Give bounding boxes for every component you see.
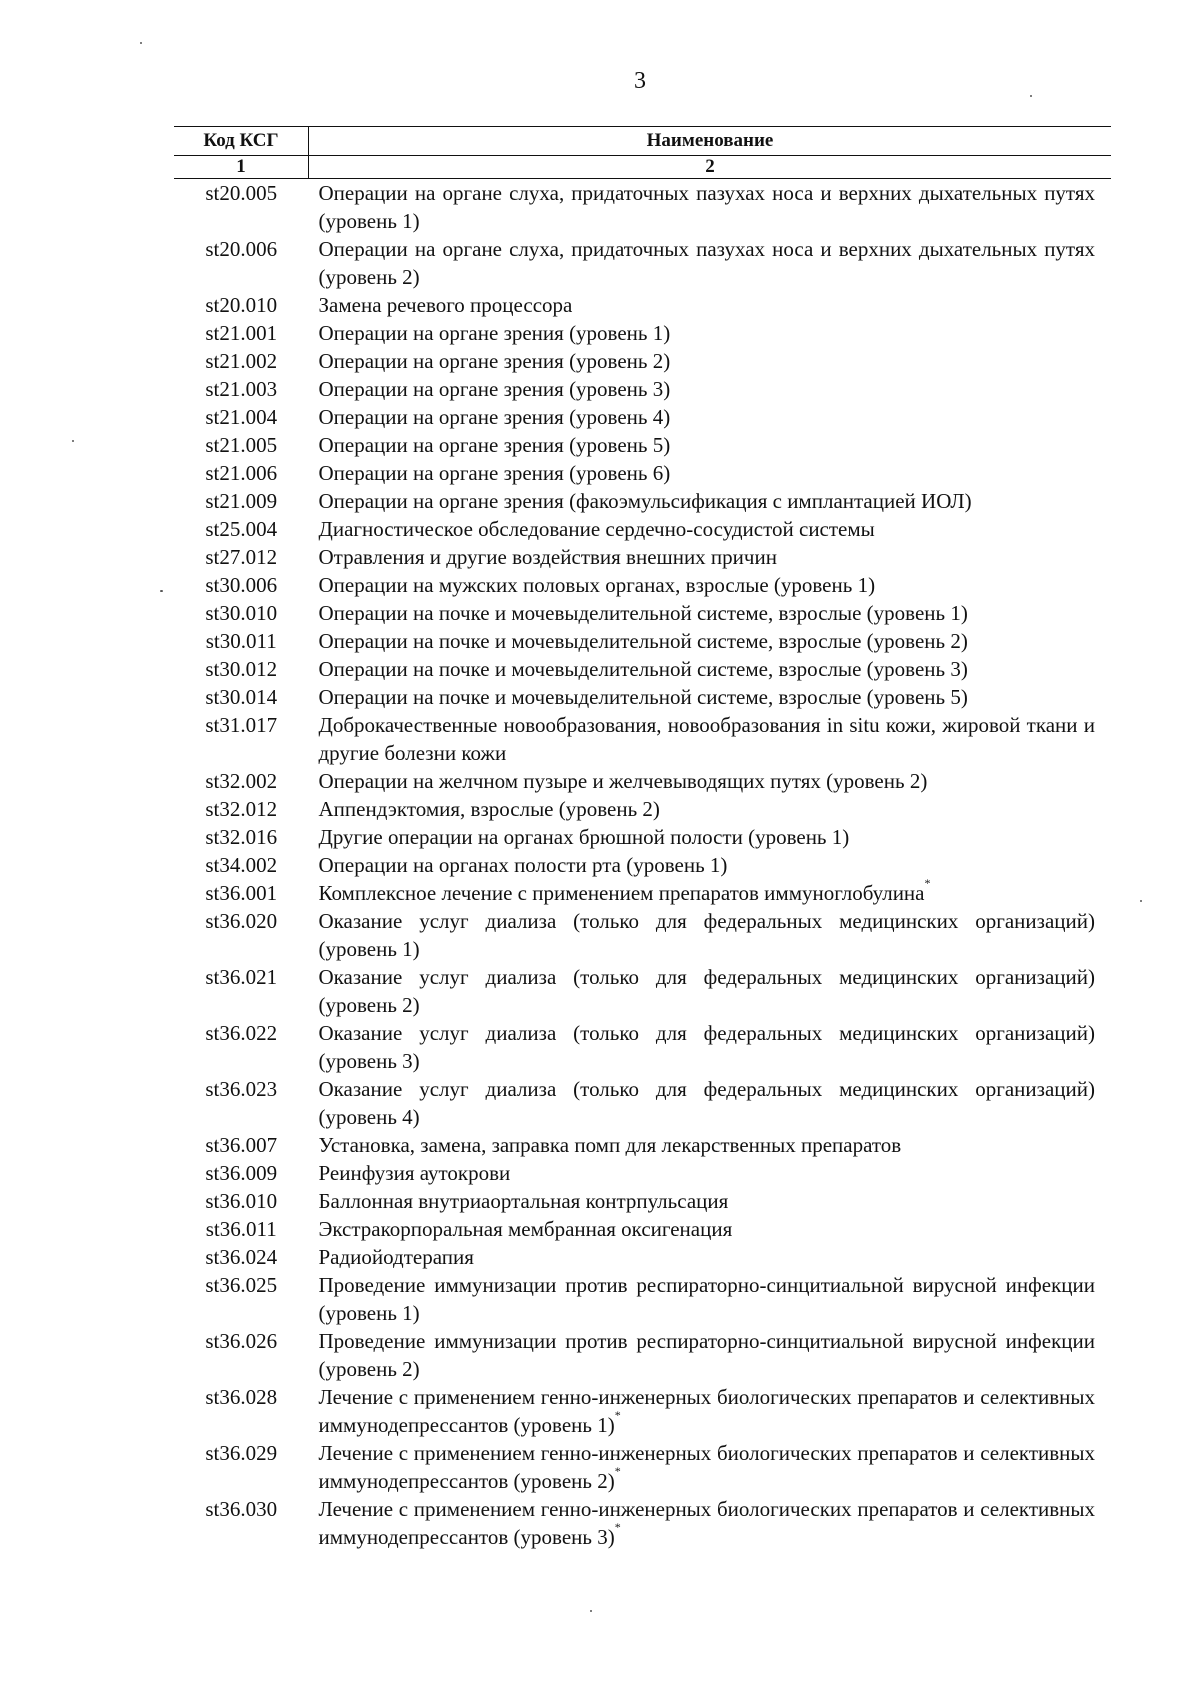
table-row bbox=[174, 319, 1111, 347]
scan-speck bbox=[1140, 900, 1142, 902]
table-row bbox=[174, 1327, 1111, 1383]
table-row bbox=[174, 543, 1111, 571]
ksg-code-cell: st30.014 bbox=[205, 685, 278, 709]
ksg-name-cell bbox=[309, 347, 1112, 375]
ksg-name-cell bbox=[309, 851, 1112, 879]
footnote-mark: * bbox=[614, 1520, 621, 1534]
ksg-name-cell bbox=[309, 543, 1112, 571]
footnote-mark: * bbox=[614, 1408, 621, 1422]
ksg-name-cell bbox=[309, 571, 1112, 599]
ksg-name-cell bbox=[309, 655, 1112, 683]
ksg-code-cell: st30.012 bbox=[205, 657, 278, 681]
ksg-name-cell bbox=[309, 907, 1112, 963]
ksg-code-cell: st36.030 bbox=[205, 1497, 278, 1521]
ksg-code-cell: st25.004 bbox=[205, 517, 278, 541]
ksg-name-text: Операции на мужских половых органах, взрослые (уровень 1) bbox=[318, 573, 876, 597]
table-row bbox=[174, 1131, 1111, 1159]
ksg-name-text: Операции на органе слуха, придаточных пазухах носа и верхних дыхательных путях (уровень 1) bbox=[318, 181, 1095, 233]
ksg-code-cell: st21.005 bbox=[205, 433, 278, 457]
table-row bbox=[174, 963, 1111, 1019]
ksg-code-cell: st36.009 bbox=[205, 1161, 278, 1185]
ksg-name-cell bbox=[309, 291, 1112, 319]
table-row bbox=[174, 179, 1111, 236]
table-row bbox=[174, 879, 1111, 907]
ksg-name-text: Операции на органе зрения (уровень 6) bbox=[318, 461, 671, 485]
ksg-name-cell bbox=[309, 1075, 1112, 1131]
ksg-name-cell bbox=[309, 487, 1112, 515]
ksg-name-text: Операции на почке и мочевыделительной системе, взрослые (уровень 2) bbox=[318, 629, 968, 653]
ksg-code-cell: st21.001 bbox=[205, 321, 278, 345]
ksg-code-cell: st21.009 bbox=[205, 489, 278, 513]
ksg-code-cell: st32.002 bbox=[205, 769, 278, 793]
ksg-name-cell bbox=[309, 1495, 1112, 1551]
ksg-code-cell: st27.012 bbox=[205, 545, 278, 569]
column-number-2: 2 bbox=[309, 156, 1112, 179]
ksg-code-cell: st36.025 bbox=[205, 1273, 278, 1297]
ksg-name-text: Лечение с применением генно-инженерных биологических препаратов и селективных иммунодепрессантов (уровень 1) bbox=[318, 1385, 1095, 1437]
table-row bbox=[174, 403, 1111, 431]
ksg-name-cell bbox=[309, 627, 1112, 655]
ksg-name-cell bbox=[309, 876, 1112, 907]
table-row bbox=[174, 655, 1111, 683]
ksg-name-text: Замена речевого процессора bbox=[318, 293, 573, 317]
ksg-name-text: Операции на органе зрения (уровень 5) bbox=[318, 433, 671, 457]
ksg-name-cell bbox=[309, 599, 1112, 627]
ksg-name-text: Отравления и другие воздействия внешних причин bbox=[318, 545, 777, 569]
table-row bbox=[174, 375, 1111, 403]
ksg-code-cell: st20.006 bbox=[205, 237, 278, 261]
ksg-name-text: Проведение иммунизации против респираторно-синцитиальной вирусной инфекции (уровень 2) bbox=[318, 1329, 1095, 1381]
table-row bbox=[174, 1159, 1111, 1187]
ksg-code-cell: st20.010 bbox=[205, 293, 278, 317]
ksg-code-cell: st21.006 bbox=[205, 461, 278, 485]
table-row bbox=[174, 459, 1111, 487]
scan-speck bbox=[590, 1610, 592, 1612]
ksg-name-text: Диагностическое обследование сердечно-сосудистой системы bbox=[318, 517, 875, 541]
ksg-name-text: Операции на органе зрения (уровень 1) bbox=[318, 321, 671, 345]
ksg-name-cell bbox=[309, 515, 1112, 543]
ksg-name-cell bbox=[309, 431, 1112, 459]
ksg-code-cell: st21.004 bbox=[205, 405, 278, 429]
ksg-name-cell bbox=[309, 1159, 1112, 1187]
header-code: Код КСГ bbox=[174, 127, 309, 156]
column-number-row bbox=[174, 156, 1111, 179]
ksg-name-text: Экстракорпоральная мембранная оксигенация bbox=[318, 1217, 733, 1241]
ksg-code-cell: st34.002 bbox=[205, 853, 278, 877]
ksg-name-text: Комплексное лечение с применением препаратов иммуноглобулина bbox=[318, 881, 925, 905]
table-row bbox=[174, 1439, 1111, 1495]
ksg-code-cell: st36.021 bbox=[205, 965, 278, 989]
footnote-mark: * bbox=[614, 1464, 621, 1478]
ksg-code-cell: st32.012 bbox=[205, 797, 278, 821]
table-row bbox=[174, 907, 1111, 963]
ksg-name-cell bbox=[309, 403, 1112, 431]
ksg-name-text: Оказание услуг диализа (только для федеральных медицинских организаций) (уровень 3) bbox=[318, 1021, 1095, 1073]
ksg-name-text: Аппендэктомия, взрослые (уровень 2) bbox=[318, 797, 660, 821]
ksg-name-text: Лечение с применением генно-инженерных биологических препаратов и селективных иммунодепрессантов (уровень 2) bbox=[318, 1441, 1095, 1493]
ksg-name-text: Радиойодтерапия bbox=[318, 1245, 474, 1269]
ksg-name-cell bbox=[309, 1131, 1112, 1159]
ksg-name-cell bbox=[309, 235, 1112, 291]
ksg-code-cell: st36.023 bbox=[205, 1077, 278, 1101]
scan-speck bbox=[1030, 95, 1032, 97]
table-row bbox=[174, 599, 1111, 627]
ksg-code-cell: st32.016 bbox=[205, 825, 278, 849]
ksg-name-text: Операции на органе слуха, придаточных пазухах носа и верхних дыхательных путях (уровень 2) bbox=[318, 237, 1095, 289]
ksg-name-text: Лечение с применением генно-инженерных биологических препаратов и селективных иммунодепрессантов (уровень 3) bbox=[318, 1497, 1095, 1549]
ksg-code-cell: st36.029 bbox=[205, 1441, 278, 1465]
table-row bbox=[174, 235, 1111, 291]
ksg-name-cell bbox=[309, 1439, 1112, 1495]
table-row bbox=[174, 683, 1111, 711]
ksg-code-cell: st21.003 bbox=[205, 377, 278, 401]
ksg-code-cell: st36.001 bbox=[205, 881, 278, 905]
ksg-name-text: Операции на органе зрения (уровень 3) bbox=[318, 377, 671, 401]
ksg-name-text: Реинфузия аутокрови bbox=[318, 1161, 511, 1185]
table-row bbox=[174, 627, 1111, 655]
ksg-name-cell bbox=[309, 459, 1112, 487]
ksg-name-text: Баллонная внутриаортальная контрпульсация bbox=[318, 1189, 729, 1213]
table-row bbox=[174, 795, 1111, 823]
table-row bbox=[174, 1495, 1111, 1551]
scan-speck bbox=[160, 590, 163, 592]
ksg-name-cell bbox=[309, 683, 1112, 711]
table-row bbox=[174, 291, 1111, 319]
table-row bbox=[174, 1383, 1111, 1439]
table-row bbox=[174, 1075, 1111, 1131]
ksg-code-cell: st36.024 bbox=[205, 1245, 278, 1269]
ksg-name-cell bbox=[309, 1187, 1112, 1215]
table-body bbox=[174, 179, 1111, 1552]
ksg-name-text: Оказание услуг диализа (только для федеральных медицинских организаций) (уровень 4) bbox=[318, 1077, 1095, 1129]
table-row bbox=[174, 515, 1111, 543]
ksg-name-text: Операции на почке и мочевыделительной системе, взрослые (уровень 3) bbox=[318, 657, 968, 681]
table-row bbox=[174, 851, 1111, 879]
ksg-name-cell bbox=[309, 1327, 1112, 1383]
ksg-name-cell bbox=[309, 375, 1112, 403]
ksg-code-cell: st36.022 bbox=[205, 1021, 278, 1045]
table-row bbox=[174, 1271, 1111, 1327]
ksg-name-cell bbox=[309, 319, 1112, 347]
table-row bbox=[174, 571, 1111, 599]
ksg-code-cell: st30.006 bbox=[205, 573, 278, 597]
ksg-name-text: Установка, замена, заправка помп для лекарственных препаратов bbox=[318, 1133, 902, 1157]
ksg-name-text: Операции на органе зрения (уровень 2) bbox=[318, 349, 671, 373]
ksg-code-cell: st20.005 bbox=[205, 181, 278, 205]
ksg-name-cell bbox=[309, 795, 1112, 823]
table-row bbox=[174, 487, 1111, 515]
table-row bbox=[174, 431, 1111, 459]
ksg-name-cell bbox=[309, 1383, 1112, 1439]
ksg-code-cell: st31.017 bbox=[205, 713, 278, 737]
ksg-name-text: Операции на органах полости рта (уровень 1) bbox=[318, 853, 728, 877]
table-header-row bbox=[174, 127, 1111, 156]
ksg-name-cell bbox=[309, 1243, 1112, 1271]
table-row bbox=[174, 1215, 1111, 1243]
ksg-name-text: Доброкачественные новообразования, новообразования in situ кожи, жировой ткани и другие болезни кожи bbox=[318, 713, 1095, 765]
table-row bbox=[174, 1187, 1111, 1215]
page-number: 3 bbox=[634, 68, 646, 94]
table-row bbox=[174, 711, 1111, 767]
table-row bbox=[174, 347, 1111, 375]
ksg-name-text: Операции на органе зрения (уровень 4) bbox=[318, 405, 671, 429]
ksg-name-cell bbox=[309, 179, 1112, 236]
ksg-code-cell: st30.010 bbox=[205, 601, 278, 625]
ksg-code-cell: st30.011 bbox=[205, 629, 277, 653]
ksg-name-text: Операции на органе зрения (факоэмульсификация с имплантацией ИОЛ) bbox=[318, 489, 972, 513]
ksg-name-text: Оказание услуг диализа (только для федеральных медицинских организаций) (уровень 1) bbox=[318, 909, 1095, 961]
ksg-name-cell bbox=[309, 711, 1112, 767]
ksg-name-text: Операции на почке и мочевыделительной системе, взрослые (уровень 5) bbox=[318, 685, 968, 709]
ksg-name-text: Проведение иммунизации против респираторно-синцитиальной вирусной инфекции (уровень 1) bbox=[318, 1273, 1095, 1325]
scan-speck bbox=[72, 440, 74, 442]
ksg-name-text: Операции на желчном пузыре и желчевыводящих путях (уровень 2) bbox=[318, 769, 928, 793]
column-number-1: 1 bbox=[174, 156, 309, 179]
ksg-code-cell: st36.028 bbox=[205, 1385, 278, 1409]
table-row bbox=[174, 767, 1111, 795]
footnote-mark: * bbox=[924, 876, 931, 890]
ksg-name-text: Операции на почке и мочевыделительной системе, взрослые (уровень 1) bbox=[318, 601, 968, 625]
table-row bbox=[174, 1243, 1111, 1271]
header-name: Наименование bbox=[309, 127, 1112, 156]
table-row bbox=[174, 1019, 1111, 1075]
ksg-code-cell: st36.007 bbox=[205, 1133, 278, 1157]
ksg-name-cell bbox=[309, 767, 1112, 795]
ksg-name-text: Другие операции на органах брюшной полости (уровень 1) bbox=[318, 825, 850, 849]
ksg-table bbox=[174, 126, 1111, 1551]
scan-speck bbox=[140, 42, 142, 44]
ksg-name-cell bbox=[309, 1271, 1112, 1327]
ksg-code-cell: st36.020 bbox=[205, 909, 278, 933]
ksg-name-cell bbox=[309, 963, 1112, 1019]
ksg-code-cell: st36.011 bbox=[205, 1217, 277, 1241]
table-row bbox=[174, 823, 1111, 851]
ksg-code-cell: st36.010 bbox=[205, 1189, 278, 1213]
ksg-name-text: Оказание услуг диализа (только для федеральных медицинских организаций) (уровень 2) bbox=[318, 965, 1095, 1017]
ksg-name-cell bbox=[309, 823, 1112, 851]
ksg-name-cell bbox=[309, 1019, 1112, 1075]
ksg-code-cell: st36.026 bbox=[205, 1329, 278, 1353]
ksg-code-cell: st21.002 bbox=[205, 349, 278, 373]
ksg-name-cell bbox=[309, 1215, 1112, 1243]
